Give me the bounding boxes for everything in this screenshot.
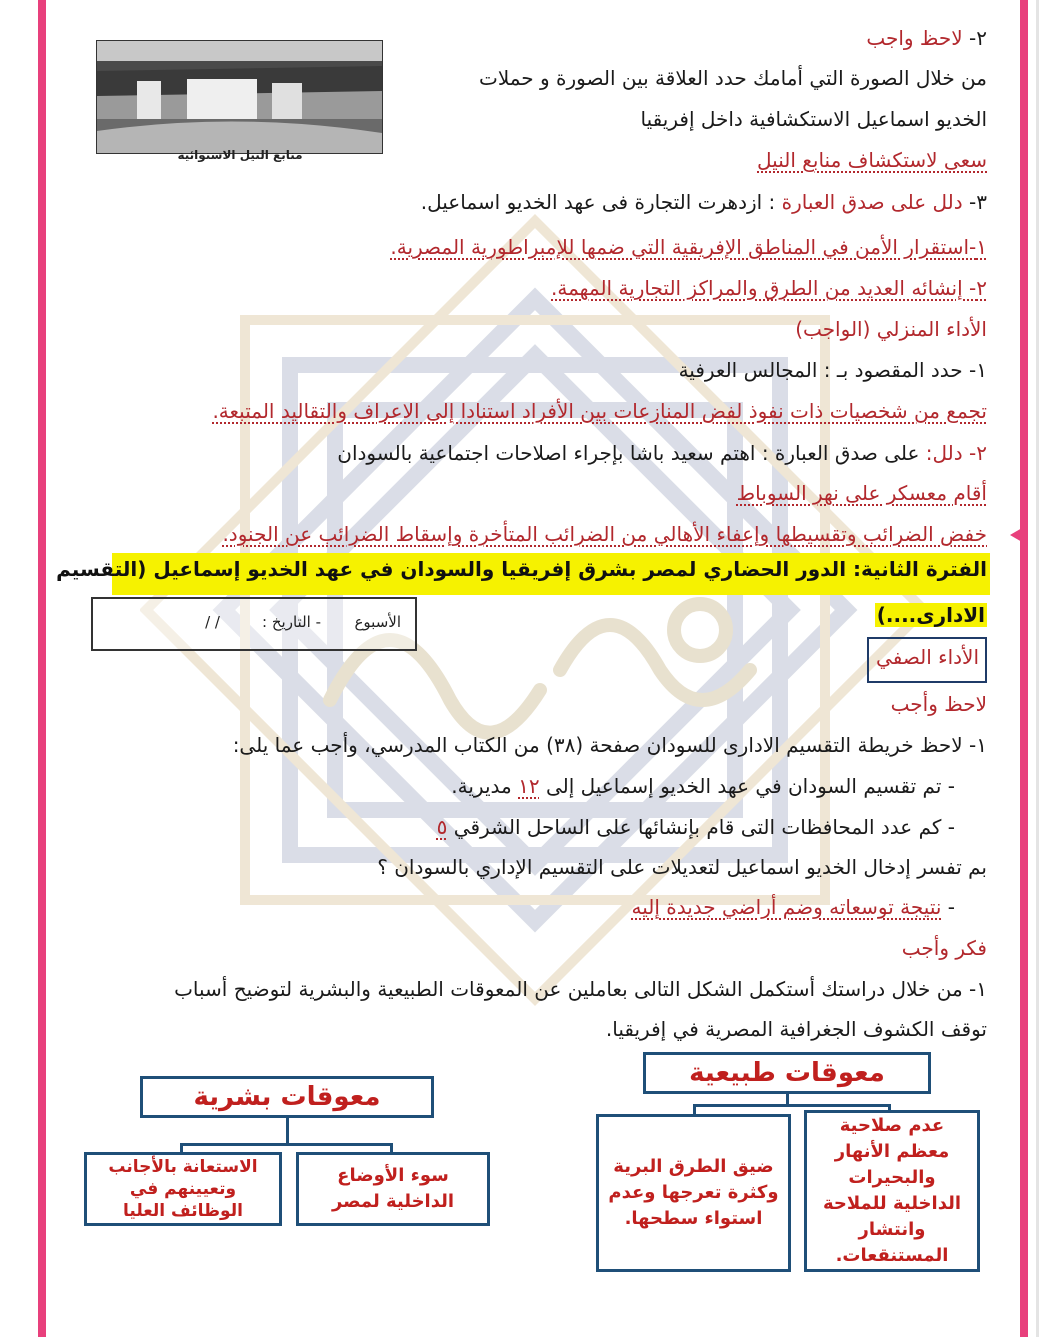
period2-question-2: بم تفسر إدخال الخديو اسماعيل لتعديلات على التقسيم الإداري بالسودان ؟ (377, 855, 987, 879)
period2-heading-line2: الادارى....) (876, 603, 985, 627)
homework-q2-text: على صدق العبارة : اهتم سعيد باشا بإجراء اصلاحات اجتماعية بالسودان (337, 441, 926, 465)
section2-answer: سعى لاستكشاف منابع النيل (757, 148, 987, 172)
natural-obstacle-2: ضيق الطرق البرية وكثرة تعرجها وعدم استواء سطحها. (596, 1114, 791, 1272)
connector (180, 1143, 392, 1146)
natural-obstacles-title: معوقات طبيعية (643, 1052, 931, 1094)
section2-number: ٢- (962, 26, 987, 50)
left-pink-border (38, 0, 46, 1337)
triangle-marker-icon (1010, 528, 1022, 542)
bullet-2-pre: - كم عدد المحافظات التى قام بإنشائها على الساحل الشرقي (447, 815, 955, 839)
section3-answer-1: ١-استقرار الأمن في المناطق الإفريقية التي ضمها للإمبراطورية المصرية. (390, 235, 987, 259)
connector (693, 1104, 890, 1107)
homework-answer-2a: أقام معسكر على نهر السوباط (736, 481, 987, 505)
section3-label: دلل على صدق العبارة (781, 190, 963, 214)
section3-answer-2: ٢- إنشائه العديد من الطرق والمراكز التجارية المهمة. (551, 276, 987, 300)
bullet-1-pre: - تم تقسيم السودان في عهد الخديو إسماعيل إلى (539, 774, 955, 798)
think-label: فكر وأجب (901, 936, 987, 960)
connector (286, 1118, 289, 1146)
section2-label: لاحظ واجب (866, 26, 963, 50)
date-box (91, 597, 417, 651)
answer-2-dash: - (941, 895, 955, 919)
week-label: الأسبوع (354, 613, 401, 631)
section3-question: : ازدهرت التجارة فى عهد الخديو اسماعيل. (420, 190, 782, 214)
homework-answer-1: تجمع من شخصيات ذات نفوذ لفض المنازعات بين الأفراد استنادا إلى الاعراف والتقاليد المتبعة. (212, 399, 987, 423)
nile-sources-photo (96, 40, 383, 154)
observe-label: لاحظ وأجب (890, 692, 987, 716)
period2-bullet-2 (437, 813, 955, 841)
period2-bullet-1 (451, 772, 955, 800)
homework-question-1: ١- حدد المقصود بـ : المجالس العرفية (678, 358, 987, 382)
homework-question-2 (337, 439, 987, 467)
classwork-box (867, 637, 987, 683)
section2-question-line2: الخديو اسماعيل الاستكشافية داخل إفريقيا (640, 107, 987, 131)
homework-title: الأداء المنزلي (الواجب) (795, 317, 987, 341)
think-question-line1: ١- من خلال دراستك أستكمل الشكل التالى بعاملين عن المعوقات الطبيعية والبشرية لتوضيح أسباب (174, 977, 987, 1001)
answer-2-text: نتيجة توسعاته وضم أراضي جديدة إليه (631, 895, 942, 919)
date-slashes: / / (205, 613, 220, 631)
period2-answer-2 (631, 893, 955, 921)
human-obstacle-2: الاستعانة بالأجانب وتعيينهم في الوظائف العليا (84, 1152, 282, 1226)
section3-heading (421, 188, 987, 216)
photo-caption: منابع النيل الاستوائية (177, 148, 303, 162)
section2-question-line1: من خلال الصورة التي أمامك حدد العلاقة بين الصورة و حملات (478, 66, 987, 90)
right-pink-border (1020, 0, 1028, 1337)
bullet-2-answer: ٥ (436, 815, 448, 839)
classwork-label: الأداء الصفي (876, 645, 979, 669)
right-edge-shadow (1036, 0, 1039, 1337)
bullet-1-post: مديرية. (451, 774, 519, 798)
date-label: - التاريخ : (262, 613, 321, 631)
section2-heading (866, 24, 987, 52)
homework-answer-2b: خفض الضرائب وتقسيطها وإعفاء الأهالي من الضرائب المتأخرة وإسقاط الضرائب عن الجنود. (222, 522, 987, 546)
period2-heading-line1: الفترة الثانية: الدور الحضاري لمصر بشرق إفريقيا والسودان في عهد الخديو إسماعيل (التقسيم (56, 557, 987, 581)
period2-question-1: ١- لاحظ خريطة التقسيم الادارى للسودان صفحة (٣٨) من الكتاب المدرسي، وأجب عما يلى: (232, 733, 987, 757)
human-obstacle-1: سوء الأوضاع الداخلية لمصر (296, 1152, 490, 1226)
natural-obstacle-1: عدم صلاحية معظم الأنهار والبحيرات الداخلية للملاحة وانتشار المستنقعات. (804, 1110, 980, 1272)
human-obstacles-title: معوقات بشرية (140, 1076, 434, 1118)
waterfall-image (97, 41, 382, 153)
section3-number: ٣- (962, 190, 987, 214)
think-question-line2: توقف الكشوف الجغرافية المصرية في إفريقيا. (605, 1017, 987, 1041)
homework-q2-label: ٢- دلل: (925, 441, 987, 465)
bullet-1-answer: ١٢ (518, 774, 540, 798)
